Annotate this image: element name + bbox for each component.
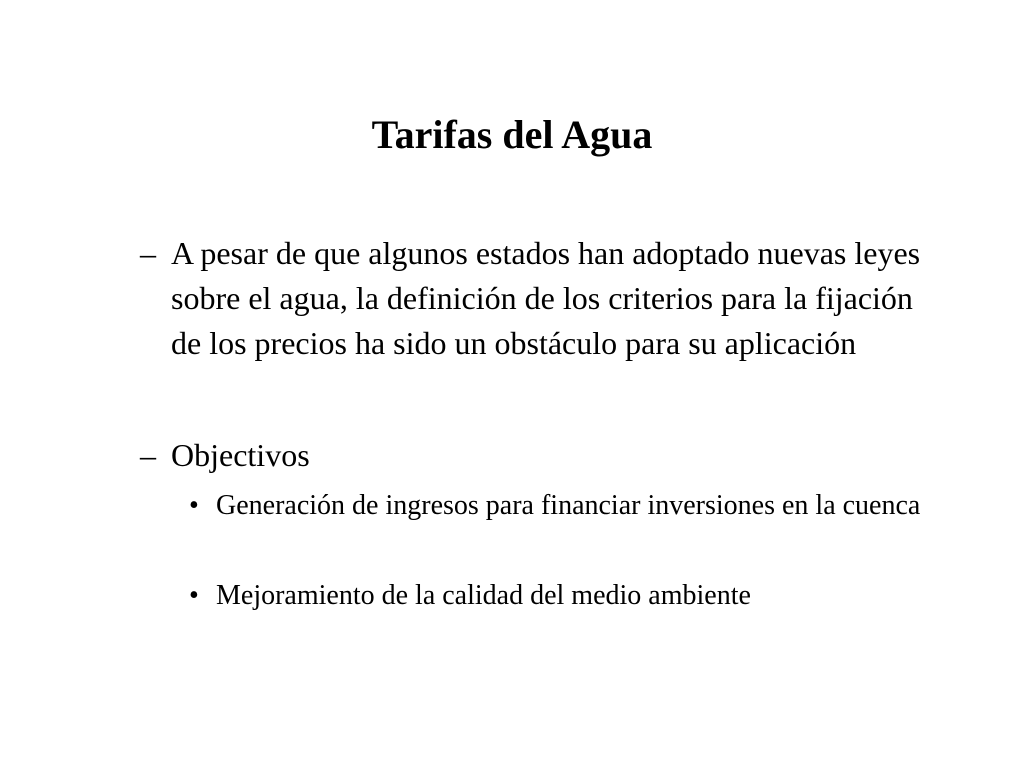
dash-marker: – <box>140 437 156 473</box>
bullet-marker: • <box>189 490 199 521</box>
dash-list-item <box>140 433 940 478</box>
bullet-list-item <box>189 486 949 526</box>
bullet-list-item <box>189 576 949 616</box>
bullet-item-text: Mejoramiento de la calidad del medio ambiente <box>216 580 751 611</box>
slide-title: Tarifas del Agua <box>371 112 653 157</box>
dash-item-text: A pesar de que algunos estados han adoptado nuevas leyes sobre el agua, la definición de los criterios para la fijación de los precios ha sido un obstáculo para su aplicación <box>171 235 921 361</box>
dash-list-item <box>140 231 940 366</box>
bullet-marker: • <box>189 580 199 611</box>
dash-marker: – <box>140 235 156 271</box>
dash-item-text: Objectivos <box>171 437 310 473</box>
bullet-item-text: Generación de ingresos para financiar inversiones en la cuenca <box>216 490 921 521</box>
